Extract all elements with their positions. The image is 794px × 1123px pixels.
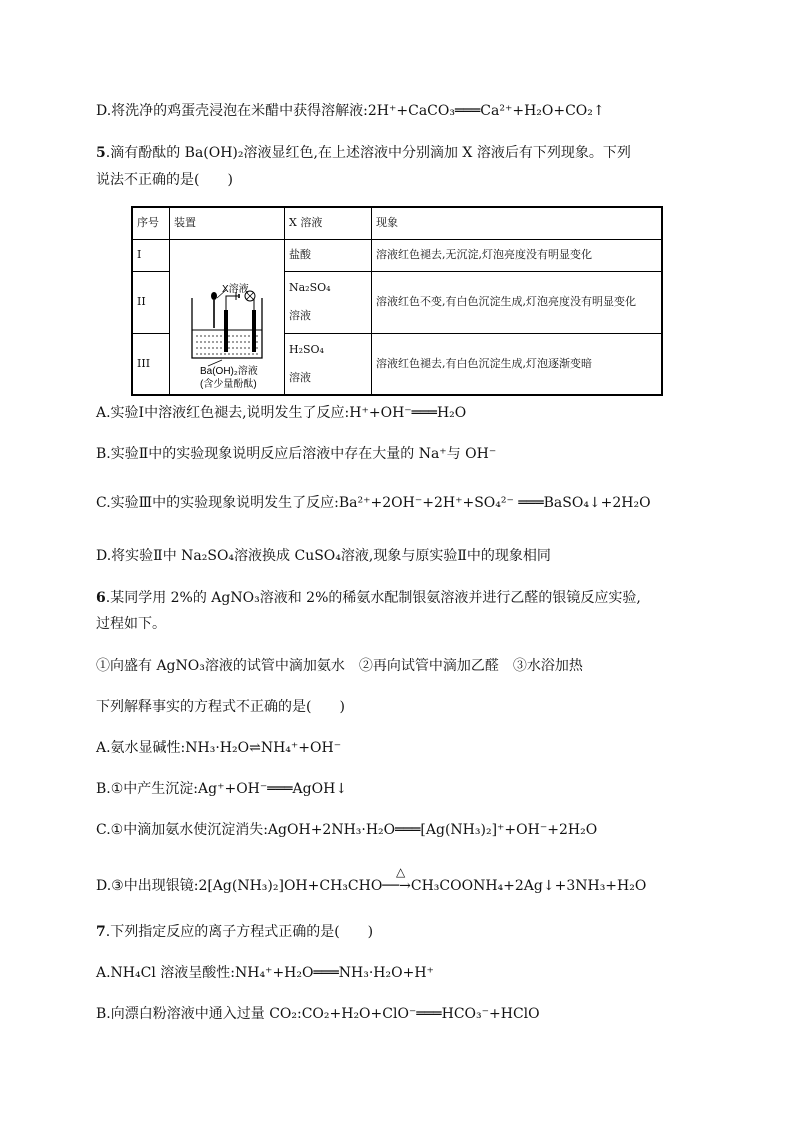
question-6-option-b: B.①中产生沉淀:Ag⁺+OH⁻═══AgOH↓ — [96, 781, 348, 797]
row-x-solution: Na₂SO₄ 溶液 — [285, 271, 372, 333]
table-header-apparatus: 装置 — [170, 207, 285, 239]
question-6-option-d: D.③中出现银镜:2[Ag(NH₃)₂]OH+CH₃CHO──→CH₃COONH₄+2Ag↓+3NH₃+H₂O — [96, 878, 647, 894]
row-id: III — [132, 333, 170, 395]
table-header-row — [132, 207, 662, 239]
question-7-number: 7 — [96, 924, 106, 940]
label-phenolphthalein: (含少量酚酞) — [200, 378, 257, 390]
question-7-line1 — [96, 922, 736, 942]
question-5-option-a: A.实验Ⅰ中溶液红色褪去,说明发生了反应:H⁺+OH⁻═══H₂O — [96, 405, 467, 421]
question-6-number: 6 — [96, 590, 106, 606]
row-phenomenon: 溶液红色褪去,无沉淀,灯泡亮度没有明显变化 — [372, 239, 663, 271]
question-6-line2: 过程如下。 — [96, 616, 166, 632]
label-x-solution: X溶液 — [222, 283, 249, 295]
question-5-option-c: C.实验Ⅲ中的实验现象说明发生了反应:Ba²⁺+2OH⁻+2H⁺+SO₄²⁻ ═══BaSO₄↓+2H₂O — [96, 495, 651, 511]
row-phenomenon: 溶液红色褪去,有白色沉淀生成,灯泡逐渐变暗 — [372, 333, 663, 395]
table-header-phenomenon: 现象 — [372, 207, 663, 239]
table-header-x: X 溶液 — [285, 207, 372, 239]
question-5-text: .滴有酚酞的 Ba(OH)₂溶液显红色,在上述溶液中分别滴加 X 溶液后有下列现象。下列 — [105, 145, 631, 161]
question-6-stem: 下列解释事实的方程式不正确的是( ) — [96, 699, 345, 715]
question-5-option-d: D.将实验Ⅱ中 Na₂SO₄溶液换成 CuSO₄溶液,现象与原实验Ⅱ中的现象相同 — [96, 548, 551, 564]
heat-condition-mark: △ — [396, 865, 406, 879]
table-row — [132, 239, 662, 271]
question-5-option-b: B.实验Ⅱ中的实验现象说明反应后溶液中存在大量的 Na⁺与 OH⁻ — [96, 446, 497, 462]
question-6-option-c: C.①中滴加氨水使沉淀消失:AgOH+2NH₃·H₂O═══[Ag(NH₃)₂]⁺+OH⁻+2H₂O — [96, 822, 598, 838]
row-id: I — [132, 239, 170, 271]
row-x-solution: 盐酸 — [285, 239, 372, 271]
question-6-option-a: A.氨水显碱性:NH₃·H₂O⇌NH₄⁺+OH⁻ — [96, 740, 342, 756]
question-7-option-a: A.NH₄Cl 溶液呈酸性:NH₄⁺+H₂O═══NH₃·H₂O+H⁺ — [96, 965, 434, 981]
label-baoh2: Ba(OH)₂溶液 — [200, 365, 258, 377]
question-5-line2: 说法不正确的是( ) — [96, 172, 233, 188]
question-5-number: 5 — [96, 145, 106, 161]
question-6-line1 — [96, 588, 736, 608]
row-x-solution: H₂SO₄ 溶液 — [285, 333, 372, 395]
question-5-line1 — [96, 143, 736, 163]
question-6-text: .某同学用 2%的 AgNO₃溶液和 2%的稀氨水配制银氨溶液并进行乙醛的银镜反应实验, — [105, 590, 641, 606]
option-d-prev: D.将洗净的鸡蛋壳浸泡在米醋中获得溶解液:2H⁺+CaCO₃═══Ca²⁺+H₂O+CO₂↑ — [96, 103, 605, 119]
question-7-option-b: B.向漂白粉溶液中通入过量 CO₂:CO₂+H₂O+ClO⁻═══HCO₃⁻+HClO — [96, 1006, 540, 1022]
row-phenomenon: 溶液红色不变,有白色沉淀生成,灯泡亮度没有明显变化 — [372, 271, 663, 333]
question-7-text: .下列指定反应的离子方程式正确的是( ) — [105, 924, 374, 940]
question-6-steps: ①向盛有 AgNO₃溶液的试管中滴加氨水 ②再向试管中滴加乙醛 ③水浴加热 — [96, 658, 583, 674]
experiment-table — [131, 206, 663, 396]
apparatus-diagram — [170, 240, 278, 396]
row-id: II — [132, 271, 170, 333]
apparatus-cell — [170, 239, 285, 395]
table-header-id: 序号 — [132, 207, 170, 239]
